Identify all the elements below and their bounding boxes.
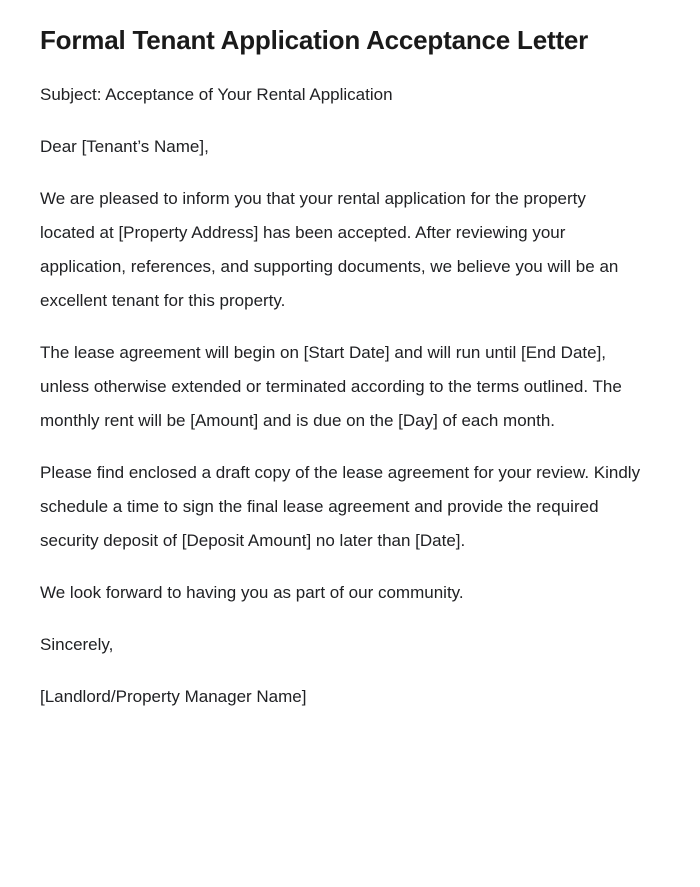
subject-line: Subject: Acceptance of Your Rental Application bbox=[40, 85, 393, 104]
letter-body bbox=[40, 78, 642, 714]
closing-line: Sincerely, bbox=[40, 635, 114, 654]
body-paragraph-2: The lease agreement will begin on [Start Date] and will run until [End Date], unless otherwise extended or terminated according to the terms outlined. The monthly rent will be [Amount] and is due on the [Day] of each month. bbox=[40, 343, 622, 430]
signature-name: [Landlord/Property Manager Name] bbox=[40, 687, 307, 706]
body-paragraph-3: Please find enclosed a draft copy of the lease agreement for your review. Kindly schedule a time to sign the final lease agreement and provide the required security deposit of [Deposit Amount] no later than [Date]. bbox=[40, 463, 641, 550]
salutation: Dear [Tenant’s Name], bbox=[40, 137, 209, 156]
page-title: Formal Tenant Application Acceptance Letter bbox=[40, 25, 589, 55]
body-paragraph-1: We are pleased to inform you that your rental application for the property located at [Property Address] has been accepted. After reviewing your application, references, and supporting documents, we believe you will be an excellent tenant for this property. bbox=[40, 189, 619, 310]
body-paragraph-4: We look forward to having you as part of our community. bbox=[40, 583, 464, 602]
